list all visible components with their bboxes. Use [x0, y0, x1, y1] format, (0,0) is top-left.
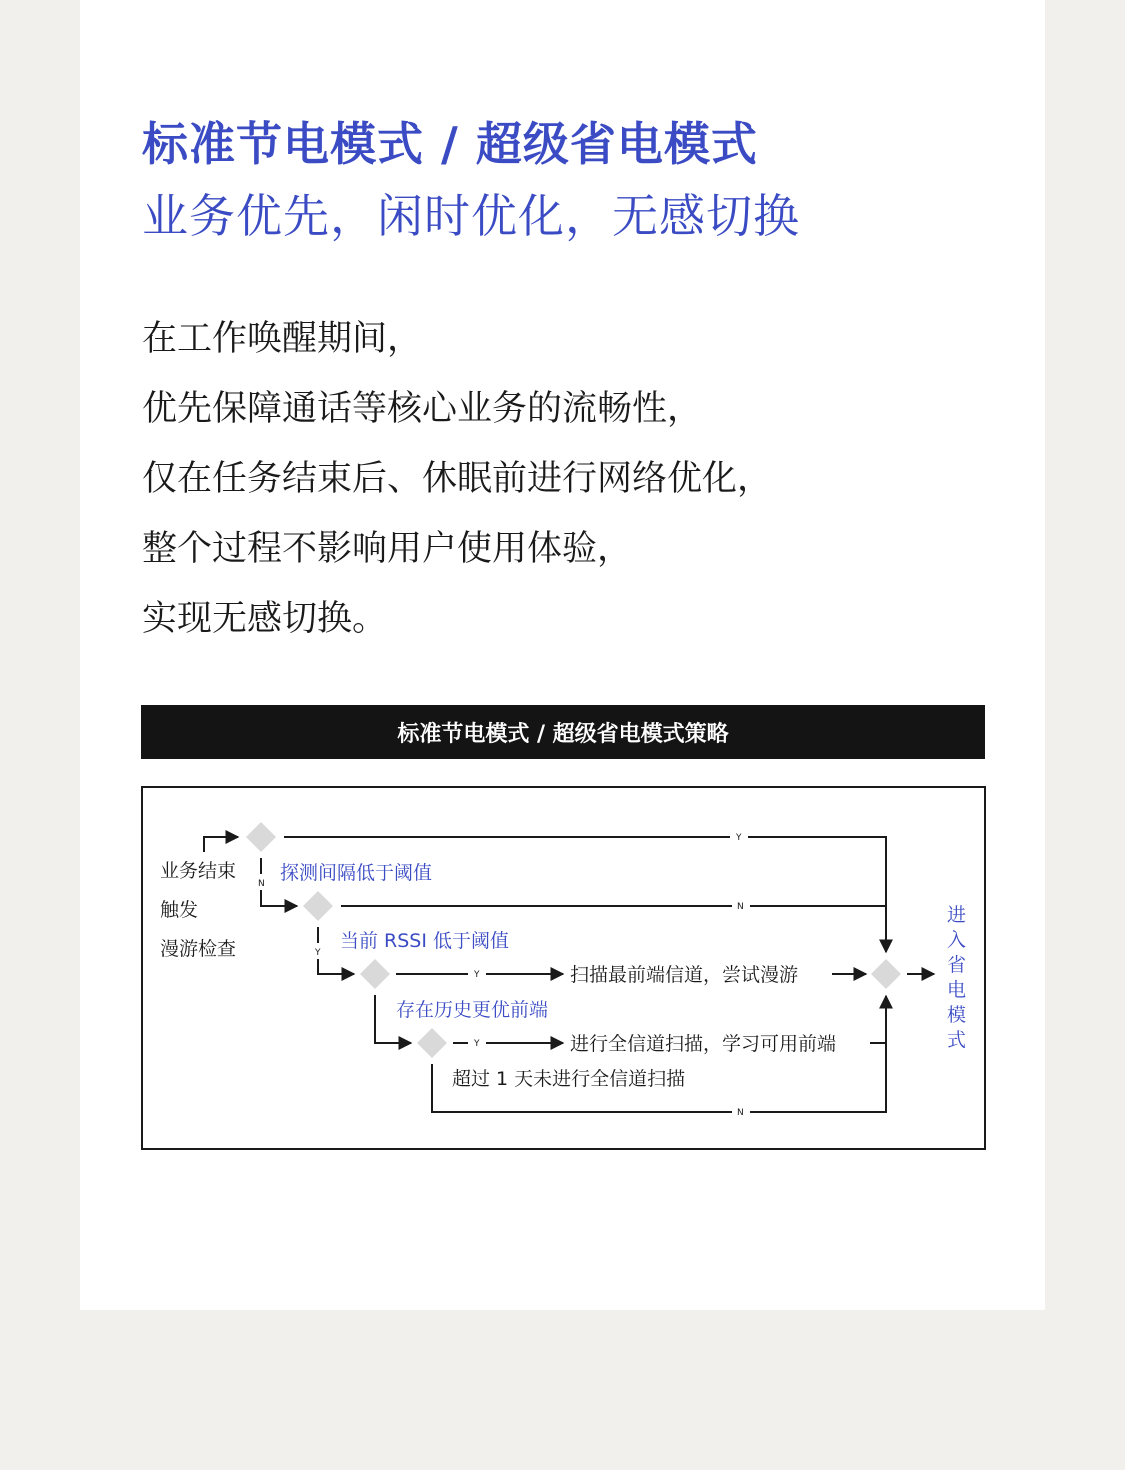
condition-label: 探测间隔低于阈值	[280, 862, 433, 884]
decision-diamond	[246, 822, 276, 852]
action-label: 扫描最前端信道，尝试漫游	[570, 964, 799, 986]
branch-yes-label: Y	[474, 1039, 480, 1049]
branch-yes-label: Y	[474, 970, 480, 980]
page-title: 标准节电模式 / 超级省电模式	[142, 117, 758, 171]
start-label: 业务结束	[160, 860, 237, 882]
end-char: 电	[947, 979, 967, 1001]
branch-no-label: N	[737, 1108, 744, 1118]
end-char: 省	[947, 954, 967, 976]
start-label: 触发	[160, 899, 199, 921]
start-label: 漫游检查	[160, 938, 237, 960]
flow-line	[318, 959, 354, 974]
decision-diamond	[417, 1028, 447, 1058]
end-char: 模	[947, 1004, 967, 1026]
paragraph-line: 仅在任务结束后、休眠前进行网络优化，	[142, 459, 773, 499]
paragraph-line: 优先保障通话等核心业务的流畅性，	[142, 389, 703, 429]
end-state-label	[947, 904, 966, 1051]
merge-diamond	[871, 959, 901, 989]
end-char: 式	[947, 1029, 967, 1051]
flow-line	[204, 837, 238, 852]
branch-yes-label: Y	[736, 833, 742, 843]
end-char: 进	[947, 904, 967, 926]
condition-label: 存在历史更优前端	[396, 999, 549, 1021]
end-char: 入	[947, 929, 967, 951]
flow-line	[261, 890, 297, 906]
condition-label: 当前 RSSI 低于阈值	[340, 930, 510, 952]
diagram-header: 标准节电模式 / 超级省电模式策略	[141, 705, 985, 759]
paragraph-line: 在工作唤醒期间，	[142, 319, 423, 359]
branch-no-label: N	[737, 902, 744, 912]
branch-yes-label: Y	[315, 948, 321, 958]
decision-diamond	[360, 959, 390, 989]
decision-diamond	[303, 891, 333, 921]
page-subtitle: 业务优先，闲时优化，无感切换	[142, 189, 800, 243]
condition-label: 超过 1 天未进行全信道扫描	[452, 1068, 686, 1090]
paragraph-line: 实现无感切换。	[142, 599, 388, 639]
action-label: 进行全信道扫描，学习可用前端	[570, 1033, 837, 1055]
branch-no-label: N	[258, 879, 265, 889]
paragraph-line: 整个过程不影响用户使用体验，	[142, 529, 633, 569]
